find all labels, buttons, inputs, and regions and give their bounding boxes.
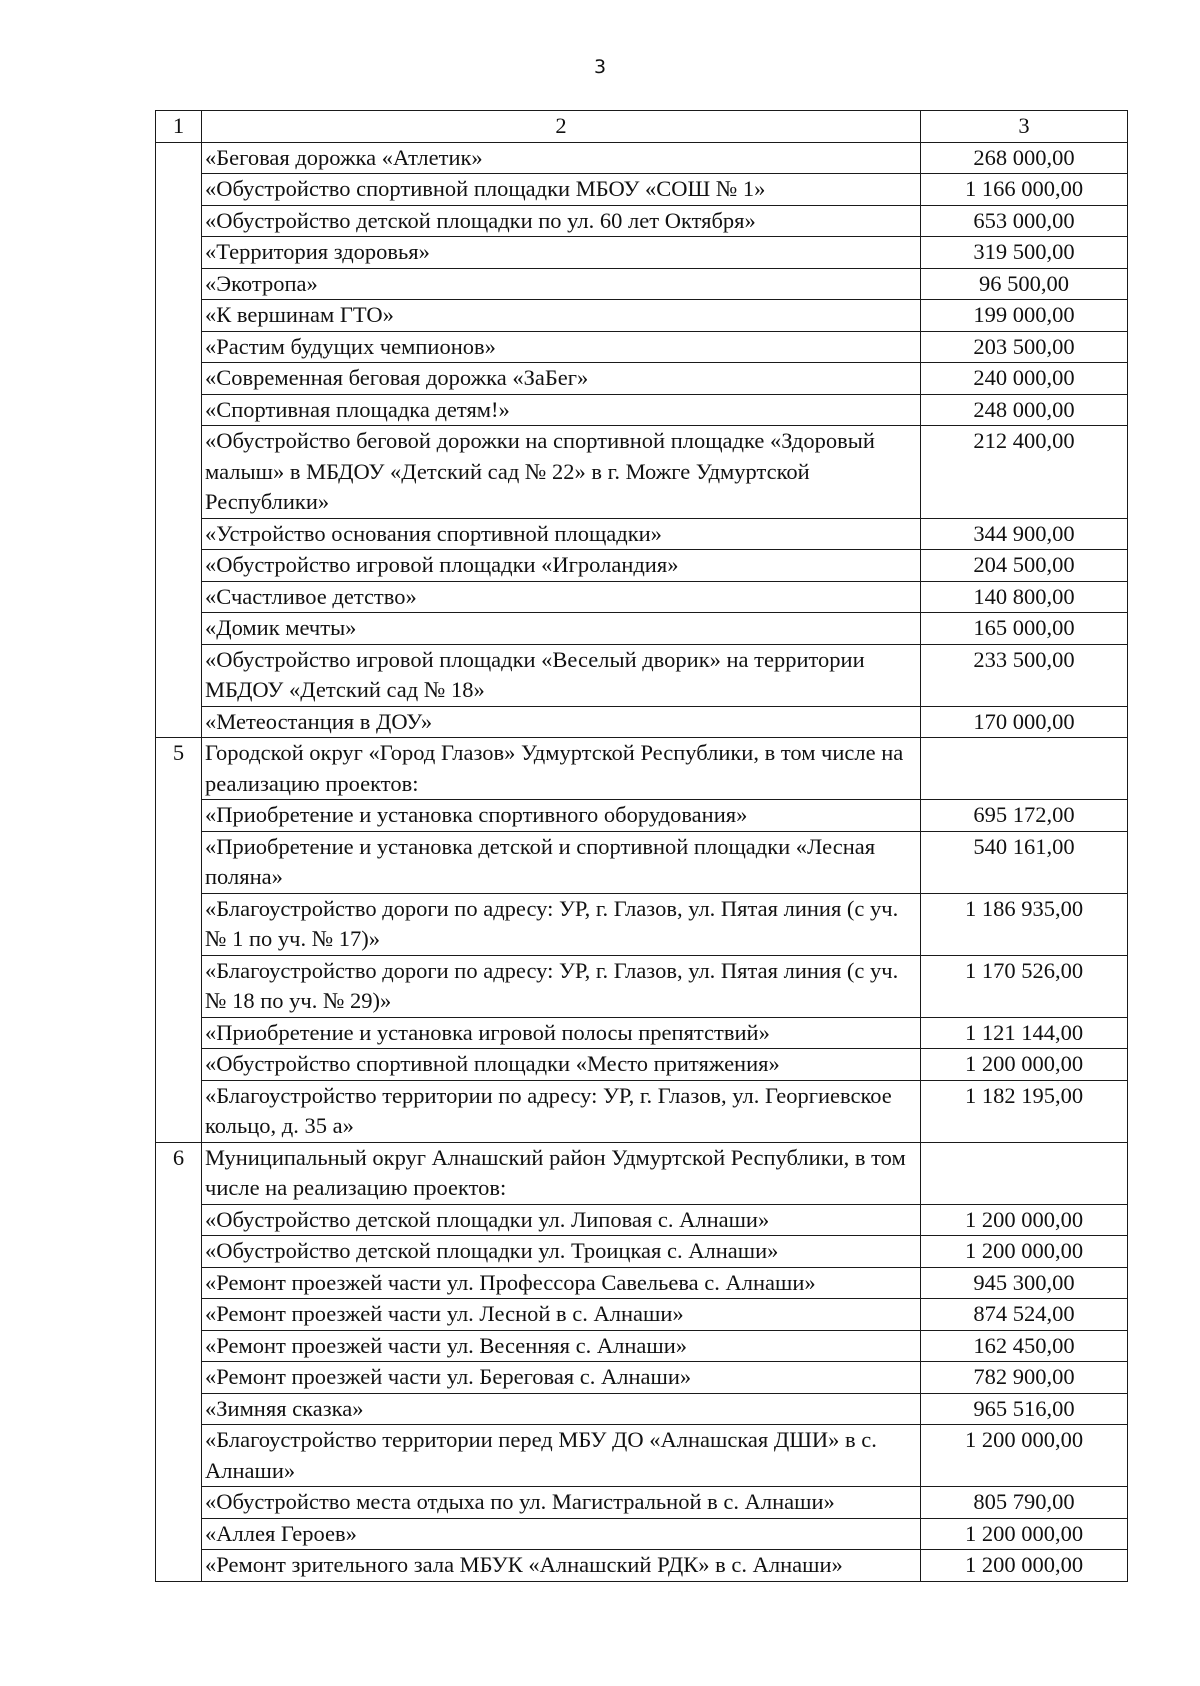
project-row — [156, 1204, 1128, 1236]
project-row — [156, 205, 1128, 237]
project-amount: 1 182 195,00 — [921, 1080, 1128, 1142]
group-number-span — [156, 1487, 202, 1519]
project-row — [156, 268, 1128, 300]
project-name: «Обустройство места отдыха по ул. Магистральной в с. Алнаши» — [202, 1487, 921, 1519]
project-name: «Благоустройство территории по адресу: УР, г. Глазов, ул. Георгиевское кольцо, д. 35 а» — [202, 1080, 921, 1142]
project-amount: 165 000,00 — [921, 613, 1128, 645]
project-name: «Ремонт проезжей части ул. Лесной в с. Алнаши» — [202, 1299, 921, 1331]
group-number-span — [156, 1017, 202, 1049]
project-amount: 540 161,00 — [921, 831, 1128, 893]
project-amount: 695 172,00 — [921, 800, 1128, 832]
project-name: «Обустройство детской площадки ул. Троицкая с. Алнаши» — [202, 1236, 921, 1268]
project-row — [156, 174, 1128, 206]
project-amount: 874 524,00 — [921, 1299, 1128, 1331]
header-col-2: 2 — [202, 111, 921, 143]
project-row — [156, 550, 1128, 582]
table-body — [156, 111, 1128, 1582]
project-row — [156, 1362, 1128, 1394]
project-row — [156, 1267, 1128, 1299]
project-row — [156, 1425, 1128, 1487]
project-row — [156, 142, 1128, 174]
project-name: «Обустройство спортивной площадки МБОУ «СОШ № 1» — [202, 174, 921, 206]
project-row — [156, 426, 1128, 519]
project-amount: 203 500,00 — [921, 331, 1128, 363]
group-number-span — [156, 893, 202, 955]
project-amount: 212 400,00 — [921, 426, 1128, 519]
project-amount: 344 900,00 — [921, 518, 1128, 550]
group-number-span — [156, 644, 202, 706]
group-row — [156, 738, 1128, 800]
project-amount: 248 000,00 — [921, 394, 1128, 426]
project-row — [156, 1236, 1128, 1268]
project-row — [156, 581, 1128, 613]
project-amount: 1 200 000,00 — [921, 1550, 1128, 1582]
project-row — [156, 706, 1128, 738]
project-amount: 140 800,00 — [921, 581, 1128, 613]
project-row — [156, 644, 1128, 706]
project-amount: 162 450,00 — [921, 1330, 1128, 1362]
group-row — [156, 1142, 1128, 1204]
group-number-span — [156, 581, 202, 613]
project-row — [156, 1017, 1128, 1049]
table-header-row — [156, 111, 1128, 143]
project-name: «Зимняя сказка» — [202, 1393, 921, 1425]
project-amount: 1 166 000,00 — [921, 174, 1128, 206]
project-amount: 1 186 935,00 — [921, 893, 1128, 955]
project-amount: 653 000,00 — [921, 205, 1128, 237]
project-row — [156, 1330, 1128, 1362]
project-name: «Устройство основания спортивной площадки» — [202, 518, 921, 550]
group-number-span — [156, 613, 202, 645]
group-number-span — [156, 237, 202, 269]
project-row — [156, 1393, 1128, 1425]
group-number-span — [156, 426, 202, 519]
group-number-span — [156, 1425, 202, 1487]
group-number-span — [156, 300, 202, 332]
project-amount: 1 200 000,00 — [921, 1518, 1128, 1550]
group-number: 5 — [156, 738, 202, 800]
project-name: «Приобретение и установка детской и спортивной площадки «Лесная поляна» — [202, 831, 921, 893]
group-number-span — [156, 1518, 202, 1550]
project-name: «Аллея Героев» — [202, 1518, 921, 1550]
project-name: «Счастливое детство» — [202, 581, 921, 613]
project-name: «Территория здоровья» — [202, 237, 921, 269]
group-number-span — [156, 205, 202, 237]
project-row — [156, 1299, 1128, 1331]
project-name: «Современная беговая дорожка «ЗаБег» — [202, 363, 921, 395]
project-row — [156, 1049, 1128, 1081]
project-amount: 1 200 000,00 — [921, 1236, 1128, 1268]
group-number: 6 — [156, 1142, 202, 1204]
project-amount: 1 200 000,00 — [921, 1425, 1128, 1487]
project-name: «Обустройство детской площадки ул. Липовая с. Алнаши» — [202, 1204, 921, 1236]
group-number-span — [156, 363, 202, 395]
project-amount: 965 516,00 — [921, 1393, 1128, 1425]
group-number-span — [156, 1362, 202, 1394]
group-number-span — [156, 1267, 202, 1299]
header-col-3: 3 — [921, 111, 1128, 143]
project-name: «Обустройство детской площадки по ул. 60 лет Октября» — [202, 205, 921, 237]
group-number-span — [156, 550, 202, 582]
group-number-span — [156, 1204, 202, 1236]
group-number-span — [156, 1299, 202, 1331]
group-number-span — [156, 1550, 202, 1582]
group-number-span — [156, 174, 202, 206]
project-amount: 170 000,00 — [921, 706, 1128, 738]
project-row — [156, 1518, 1128, 1550]
project-name: «Экотропа» — [202, 268, 921, 300]
project-name: «Ремонт проезжей части ул. Весенняя с. Алнаши» — [202, 1330, 921, 1362]
project-row — [156, 518, 1128, 550]
project-row — [156, 1080, 1128, 1142]
project-row — [156, 1550, 1128, 1582]
group-number-span — [156, 268, 202, 300]
project-name: «Беговая дорожка «Атлетик» — [202, 142, 921, 174]
project-row — [156, 331, 1128, 363]
project-amount: 96 500,00 — [921, 268, 1128, 300]
project-row — [156, 831, 1128, 893]
group-number-span — [156, 831, 202, 893]
project-name: «Обустройство спортивной площадки «Место притяжения» — [202, 1049, 921, 1081]
header-col-1: 1 — [156, 111, 202, 143]
project-name: «Ремонт проезжей части ул. Профессора Савельева с. Алнаши» — [202, 1267, 921, 1299]
group-number-span — [156, 1049, 202, 1081]
project-name: «Благоустройство дороги по адресу: УР, г. Глазов, ул. Пятая линия (с уч. № 18 по уч. № 29)» — [202, 955, 921, 1017]
project-row — [156, 893, 1128, 955]
project-name: «Обустройство игровой площадки «Игроландия» — [202, 550, 921, 582]
project-amount: 240 000,00 — [921, 363, 1128, 395]
project-amount: 199 000,00 — [921, 300, 1128, 332]
group-number — [156, 142, 202, 174]
group-number-span — [156, 1393, 202, 1425]
project-name: «Благоустройство дороги по адресу: УР, г. Глазов, ул. Пятая линия (с уч. № 1 по уч. № 17)» — [202, 893, 921, 955]
project-name: «Метеостанция в ДОУ» — [202, 706, 921, 738]
project-amount: 1 121 144,00 — [921, 1017, 1128, 1049]
project-amount: 233 500,00 — [921, 644, 1128, 706]
project-name: «Ремонт зрительного зала МБУК «Алнашский РДК» в с. Алнаши» — [202, 1550, 921, 1582]
project-amount: 1 200 000,00 — [921, 1049, 1128, 1081]
group-number-span — [156, 518, 202, 550]
project-row — [156, 300, 1128, 332]
project-amount: 204 500,00 — [921, 550, 1128, 582]
project-row — [156, 394, 1128, 426]
project-name: «Обустройство игровой площадки «Веселый дворик» на территории МБДОУ «Детский сад № 18» — [202, 644, 921, 706]
project-row — [156, 1487, 1128, 1519]
project-amount: 268 000,00 — [921, 142, 1128, 174]
project-row — [156, 800, 1128, 832]
group-number-span — [156, 706, 202, 738]
group-number-span — [156, 955, 202, 1017]
project-name: «Приобретение и установка игровой полосы препятствий» — [202, 1017, 921, 1049]
group-amount-empty — [921, 1142, 1128, 1204]
project-amount: 319 500,00 — [921, 237, 1128, 269]
group-number-span — [156, 800, 202, 832]
project-name: «Благоустройство территории перед МБУ ДО «Алнашская ДШИ» в с. Алнаши» — [202, 1425, 921, 1487]
group-amount-empty — [921, 738, 1128, 800]
project-amount: 805 790,00 — [921, 1487, 1128, 1519]
project-amount: 945 300,00 — [921, 1267, 1128, 1299]
project-row — [156, 955, 1128, 1017]
project-row — [156, 613, 1128, 645]
project-name: «Домик мечты» — [202, 613, 921, 645]
page-number: 3 — [593, 56, 607, 78]
project-row — [156, 237, 1128, 269]
project-name: «Спортивная площадка детям!» — [202, 394, 921, 426]
project-name: «Приобретение и установка спортивного оборудования» — [202, 800, 921, 832]
project-amount: 1 170 526,00 — [921, 955, 1128, 1017]
project-amount: 1 200 000,00 — [921, 1204, 1128, 1236]
project-row — [156, 363, 1128, 395]
group-number-span — [156, 394, 202, 426]
group-number-span — [156, 1080, 202, 1142]
group-name: Муниципальный округ Алнашский район Удмуртской Республики, в том числе на реализацию проектов: — [202, 1142, 921, 1204]
group-number-span — [156, 1330, 202, 1362]
group-name: Городской округ «Город Глазов» Удмуртской Республики, в том числе на реализацию проектов: — [202, 738, 921, 800]
group-number-span — [156, 331, 202, 363]
project-name: «Ремонт проезжей части ул. Береговая с. Алнаши» — [202, 1362, 921, 1394]
group-number-span — [156, 1236, 202, 1268]
project-amount: 782 900,00 — [921, 1362, 1128, 1394]
project-name: «К вершинам ГТО» — [202, 300, 921, 332]
project-name: «Обустройство беговой дорожки на спортивной площадке «Здоровый малыш» в МБДОУ «Детский сад № 22» в г. Можге Удмуртской Республики» — [202, 426, 921, 519]
funding-table — [155, 110, 1128, 1582]
project-name: «Растим будущих чемпионов» — [202, 331, 921, 363]
